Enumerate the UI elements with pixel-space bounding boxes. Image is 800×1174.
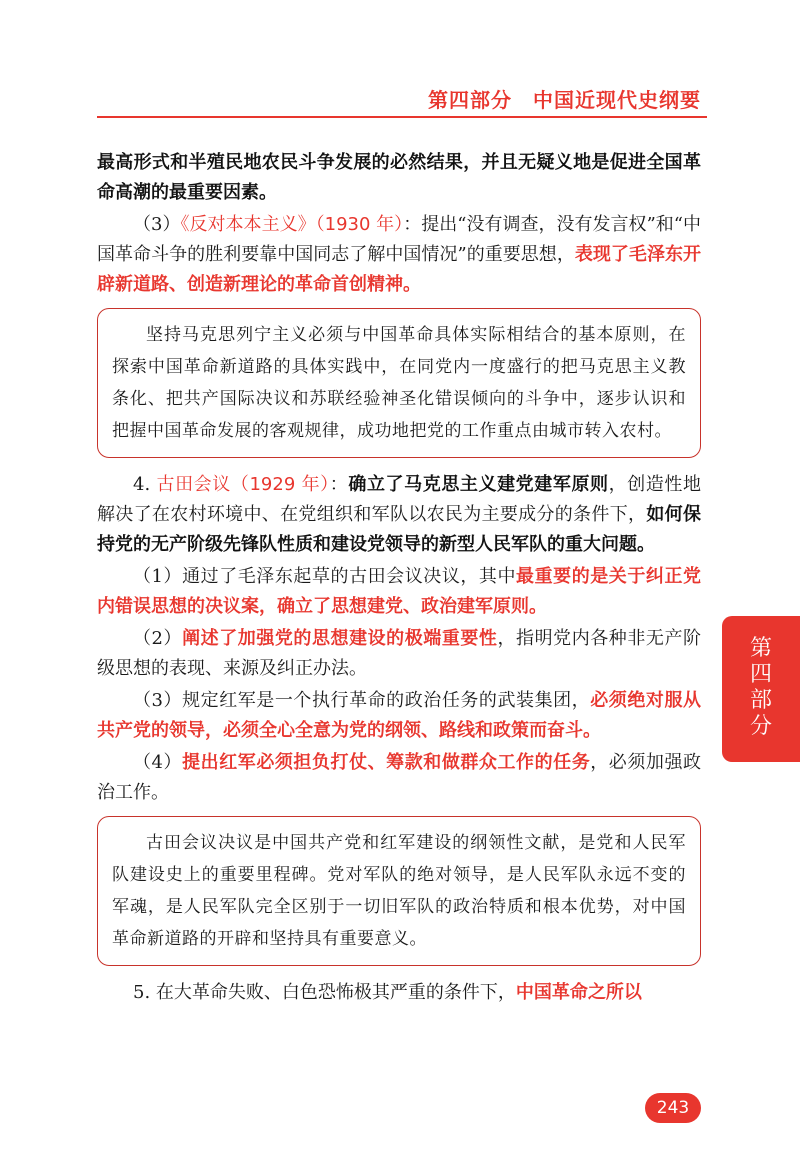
running-header: [97, 82, 707, 118]
paragraph-anti-book-worship: （3）《反对本本主义》（1930 年）：提出“没有调查，没有发言权”和“中国革命斗争的胜利要靠中国同志了解中国情况”的重要思想，表现了毛泽东开辟新道路、创造新理论的革命首创精神。: [97, 214, 702, 295]
paragraph-item-1: （1）通过了毛泽东起草的古田会议决议，其中最重要的是关于纠正党内错误思想的决议案，确立了思想建党、政治建军原则。: [97, 566, 702, 617]
paragraph-item-4: （4）提出红军必须担负打仗、筹款和做群众工作的任务，必须加强政治工作。: [97, 752, 702, 803]
note-box-1-text: 坚持马克思列宁主义必须与中国革命具体实际相结合的基本原则，在探索中国革命新道路的具体实践中，在同党内一度盛行的把马克思主义教条化、把共产国际决议和苏联经验神圣化错误倾向的斗争中，逐步认识和把握中国革命发展的客观规律，成功地把党的工作重点由城市转入农村。: [112, 325, 686, 441]
page-number-badge: 243: [645, 1093, 701, 1123]
paragraph-item-5: 5. 在大革命失败、白色恐怖极其严重的条件下，中国革命之所以: [133, 982, 642, 1003]
header-title: 第四部分 中国近现代史纲要: [428, 88, 701, 112]
note-box-1: [97, 308, 701, 458]
paragraph-continuation: 最高形式和半殖民地农民斗争发展的必然结果，并且无疑义地是促进全国革命高潮的最重要因素。: [97, 152, 701, 203]
paragraph-item-3: （3）规定红军是一个执行革命的政治任务的武装集团，必须绝对服从共产党的领导，必须全心全意为党的纲领、路线和政策而奋斗。: [97, 690, 702, 741]
paragraph-gutian-conference: 4. 古田会议（1929 年）：确立了马克思主义建党建军原则，创造性地解决了在农村环境中、在党组织和军队以农民为主要成分的条件下，如何保持党的无产阶级先锋队性质和建设党领导的新型人民军队的重大问题。: [97, 474, 702, 555]
side-tab-label: 第四部分: [749, 636, 772, 739]
paragraph-item-2: （2）阐述了加强党的思想建设的极端重要性，指明党内各种非无产阶级思想的表现、来源及纠正办法。: [97, 628, 701, 679]
note-box-2-text: 古田会议决议是中国共产党和红军建设的纲领性文献，是党和人民军队建设史上的重要里程碑。党对军队的绝对领导，是人民军队永远不变的军魂，是人民军队完全区别于一切旧军队的政治特质和根本优势，对中国革命新道路的开辟和坚持具有重要意义。: [112, 833, 686, 949]
section-side-tab: [722, 616, 800, 762]
page-body: [97, 148, 701, 1008]
note-box-2: [97, 816, 701, 966]
